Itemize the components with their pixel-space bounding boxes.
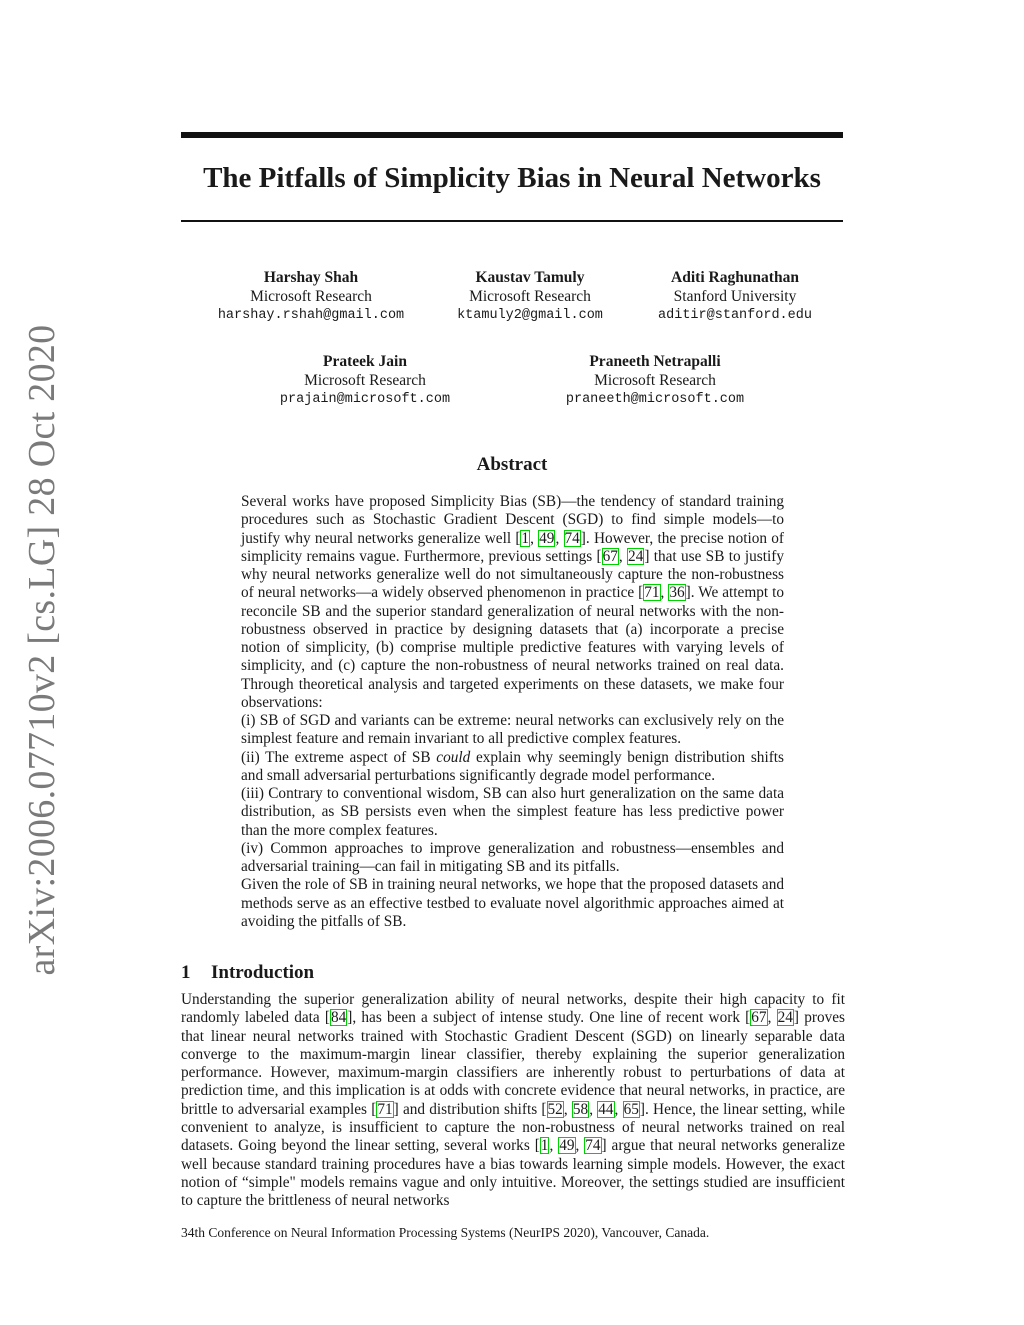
author-name: Praneeth Netrapalli <box>589 353 721 370</box>
citation-link[interactable]: 44 <box>598 1100 614 1118</box>
author-email[interactable]: harshay.rshah@gmail.com <box>217 308 405 323</box>
citation-link[interactable]: 58 <box>572 1100 589 1118</box>
observation-iii: (iii) Contrary to conventional wisdom, SB can also hurt generalization on the same data distribution, as SB persists even when the simplest feature has less predictive power than the more complex features. <box>241 785 784 839</box>
abstract-text: explain why seemingly benign distribution shifts and small adversarial perturbations significantly degrade model performance. <box>241 748 784 784</box>
intro-text: ], has been a subject of intense study. One line of recent work [ <box>347 1009 751 1027</box>
citation-link[interactable]: 65 <box>623 1100 639 1118</box>
section-title: Introduction <box>211 962 315 983</box>
emphasis-text: could <box>436 748 471 766</box>
abstract-text: (ii) The extreme aspect of SB <box>241 748 437 766</box>
citation-link[interactable]: 71 <box>377 1100 393 1118</box>
observation-ii <box>241 749 784 786</box>
author-affiliation: Microsoft Research <box>594 372 716 389</box>
author-name: Kaustav Tamuly <box>475 269 585 286</box>
citation-link[interactable]: 24 <box>777 1009 793 1027</box>
author-name: Prateek Jain <box>323 353 407 370</box>
abstract-text: ]. However, the precise notion of simplicity remains vague. Furthermore, previous settings [ <box>241 529 784 565</box>
author-block <box>640 268 830 325</box>
author-affiliation: Microsoft Research <box>469 288 591 305</box>
citation-link[interactable]: 24 <box>628 547 644 565</box>
abstract-closing: Given the role of SB in training neural networks, we hope that the proposed datasets and methods serve as an effective testbed to evaluate novel algorithmic approaches aimed at avoiding the pitfalls of SB. <box>241 876 784 930</box>
abstract-text: Several works have proposed Simplicity Bias (SB)—the tendency of standard training procedures such as Stochastic Gradient Descent (SGD) to find simple models—to justify why neural networks generalize well [ <box>241 493 784 547</box>
citation-link[interactable]: 67 <box>751 1009 767 1027</box>
citation-link[interactable]: 1 <box>540 1137 549 1155</box>
author-affiliation: Stanford University <box>673 288 797 305</box>
citation-link[interactable]: 36 <box>669 584 685 602</box>
abstract-text: ]. We attempt to reconcile SB and the superior standard generalization of neural networks with the non-robustness observed in practice by designing datasets that (a) incorporate a precise notion of simplicity, (b) comprise multiple predictive features with varying levels of simplicity, and (c) capture the non-robustness of neural networks trained on real data. Through theoretical analysis and targeted experiments on these datasets, we make four observations: <box>241 584 784 711</box>
observation-i: (i) SB of SGD and variants can be extreme: neural networks can exclusively rely on the simplest feature and remain invariant to all predictive complex features. <box>241 712 784 748</box>
author-block <box>440 268 620 325</box>
observation-iv: (iv) Common approaches to improve generalization and robustness—ensembles and adversarial training—can fail in mitigating SB and its pitfalls. <box>241 839 784 875</box>
citation-link[interactable]: 1 <box>521 529 530 547</box>
citation-link[interactable]: 74 <box>564 529 580 547</box>
intro-text: ]. Hence, the linear setting, while convenient to analyze, is insufficient to capture the non-robustness of neural networks trained on real datasets. Going beyond the linear setting, several works [ <box>181 1100 845 1155</box>
citation-link[interactable]: 84 <box>330 1009 347 1027</box>
intro-text: ] and distribution shifts [ <box>393 1100 547 1118</box>
author-block <box>211 268 411 325</box>
citation-link[interactable]: 74 <box>585 1137 601 1155</box>
introduction-paragraph: Understanding the superior generalization ability of neural networks, despite their high capacity to fit randomly labeled data [84], has been a subject of intense study. One line of recent work [67, 24] proves that linear neural networks trained with Stochastic Gradient Descent (SGD) on linearly separable data converge to the maximum-margin linear classifier, thereby explaining the superior generalization performance. However, maximum-margin classifiers are inherently robust to perturbations of data at prediction time, and this implication is at odds with concrete evidence that neural networks, in practice, are brittle to adversarial examples [71] and distribution shifts [52, 58, 44, 65]. Hence, the linear setting, while convenient to analyze, is insufficient to capture the non-robustness of neural networks trained on real datasets. Going beyond the linear setting, several works [1, 49, 74] argue that neural networks generalize well because standard training procedures have a bias towards learning simple models. However, the exact notion of “simple" models remains vague and only intuitive. Moreover, the settings studied are insufficient to capture the brittleness of neural networks <box>181 991 845 1210</box>
author-email[interactable]: prajain@microsoft.com <box>279 392 451 407</box>
author-name: Harshay Shah <box>263 269 359 286</box>
section-heading-introduction <box>181 962 314 984</box>
title-top-rule <box>181 132 843 138</box>
abstract-text: ] that use SB to justify why neural networks generalize well do not simultaneously capture the non-robustness of neural networks—a widely observed phenomenon in practice [ <box>241 547 784 602</box>
author-email[interactable]: aditir@stanford.edu <box>658 308 812 323</box>
author-block <box>550 352 760 409</box>
author-name: Aditi Raghunathan <box>671 269 799 286</box>
paper-title: The Pitfalls of Simplicity Bias in Neural Networks <box>203 162 821 194</box>
arxiv-identifier: arXiv:2006.07710v2 [cs.LG] 28 Oct 2020 <box>21 324 63 976</box>
abstract-body <box>241 493 784 931</box>
author-email[interactable]: ktamuly2@gmail.com <box>457 308 603 323</box>
intro-text: ] argue that neural networks generalize well because standard training procedures have a bias towards learning simple models. However, the exact notion of “simple" models remains vague and only intuitive. Moreover, the settings studied are insufficient to capture the brittleness of neural networks <box>181 1137 845 1210</box>
citation-link[interactable]: 52 <box>547 1100 563 1118</box>
abstract-heading: Abstract <box>476 454 548 475</box>
conference-footnote: 34th Conference on Neural Information Processing Systems (NeurIPS 2020), Vancouver, Canada. <box>181 1225 710 1240</box>
title-bottom-rule <box>181 220 843 222</box>
abstract-paragraph: Several works have proposed Simplicity Bias (SB)—the tendency of standard training procedures such as Stochastic Gradient Descent (SGD) to find simple models—to justify why neural networks generalize well [1, 49, 74]. However, the precise notion of simplicity remains vague. Furthermore, previous settings [67, 24] that use SB to justify why neural networks generalize well do not simultaneously capture the non-robustness of neural networks—a widely observed phenomenon in practice [71, 36]. We attempt to reconcile SB and the superior standard generalization of neural networks with the non-robustness observed in practice by designing datasets that (a) incorporate a precise notion of simplicity, (b) comprise multiple predictive features with varying levels of simplicity, and (c) capture the non-robustness of neural networks trained on real data. Through theoretical analysis and targeted experiments on these datasets, we make four observations: <box>241 493 784 711</box>
citation-link[interactable]: 49 <box>539 529 555 547</box>
author-affiliation: Microsoft Research <box>304 372 426 389</box>
intro-text: ] proves that linear neural networks trained with Stochastic Gradient Descent (SGD) on linearly separable data converge to the maximum-margin linear classifier, thereby explaining the superior generalization performance. However, maximum-margin classifiers are inherently robust to perturbations of data at prediction time, and this implication is at odds with concrete evidence that neural networks, in practice, are brittle to adversarial examples [ <box>181 1009 845 1118</box>
section-number: 1 <box>181 962 191 983</box>
author-affiliation: Microsoft Research <box>250 288 372 305</box>
intro-text: Understanding the superior generalization ability of neural networks, despite their high capacity to fit randomly labeled data [ <box>181 991 845 1027</box>
citation-link[interactable]: 71 <box>644 584 660 602</box>
citation-link[interactable]: 49 <box>559 1137 575 1155</box>
author-email[interactable]: praneeth@microsoft.com <box>565 392 745 407</box>
citation-link[interactable]: 67 <box>602 547 618 565</box>
author-block <box>265 352 465 409</box>
